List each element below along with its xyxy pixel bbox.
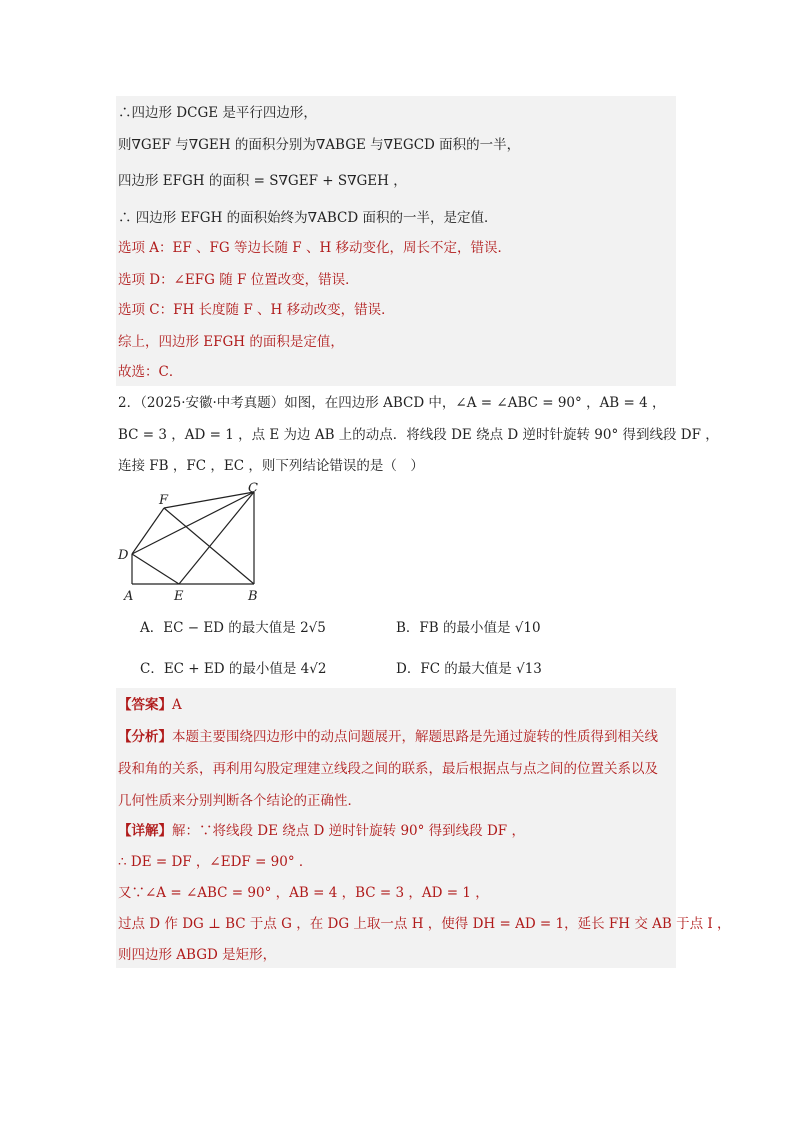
answer-value: A bbox=[172, 697, 182, 713]
segment-FC bbox=[164, 492, 254, 508]
detail-line: 则四边形 ABGD 是矩形， bbox=[118, 947, 277, 963]
question-line: 连接 FB ，FC ，EC ，则下列结论错误的是（ ） bbox=[118, 458, 424, 474]
point-label-C: C bbox=[248, 481, 258, 496]
analysis-line: 几何性质来分别判断各个结论的正确性． bbox=[118, 793, 361, 809]
solution-line: 选项 A：EF 、FG 等边长随 F 、H 移动变化，周长不定，错误． bbox=[118, 240, 512, 256]
geometry-figure bbox=[112, 478, 282, 606]
question-line: 2．（2025·安徽·中考真题）如图，在四边形 ABCD 中，∠A = ∠ABC = 90° ，AB = 4 ， bbox=[118, 395, 666, 411]
point-label-B: B bbox=[248, 589, 258, 604]
segment-DE bbox=[132, 554, 179, 584]
solution-line: 则∇GEF 与∇GEH 的面积分别为∇ABGE 与∇EGCD 面积的一半， bbox=[118, 137, 521, 153]
analysis-line bbox=[118, 726, 658, 748]
detail-text: 解：∵将线段 DE 绕点 D 逆时针旋转 90° 得到线段 DF ， bbox=[172, 823, 525, 839]
segment-FB bbox=[164, 508, 254, 584]
solution-line: ∴四边形 DCGE 是平行四边形， bbox=[118, 105, 317, 121]
analysis-tag: 【分析】 bbox=[118, 729, 172, 745]
analysis-line: 段和角的关系，再利用勾股定理建立线段之间的联系，最后根据点与点之间的位置关系以及 bbox=[118, 761, 658, 777]
point-label-E: E bbox=[174, 589, 184, 604]
question-line: BC = 3 ，AD = 1 ，点 E 为边 AB 上的动点．将线段 DE 绕点 D 逆时针旋转 90° 得到线段 DF ， bbox=[118, 427, 719, 443]
detail-tag: 【详解】 bbox=[118, 823, 172, 839]
option-a: A．EC − ED 的最大值是 2√5 bbox=[140, 620, 326, 636]
detail-line: 又∵∠A = ∠ABC = 90° ，AB = 4 ，BC = 3 ，AD = 1 ， bbox=[118, 885, 489, 901]
segment-DC bbox=[132, 492, 254, 554]
solution-line: 四边形 EFGH 的面积 = S∇GEF + S∇GEH ， bbox=[118, 173, 407, 189]
solution-line: 选项 D：∠EFG 随 F 位置改变，错误． bbox=[118, 272, 359, 288]
detail-line: ∴ DE = DF ，∠EDF = 90° ． bbox=[118, 854, 313, 870]
solution-line: 综上，四边形 EFGH 的面积是定值， bbox=[118, 334, 344, 350]
answer-line bbox=[118, 694, 182, 716]
answer-tag: 【答案】 bbox=[118, 697, 172, 713]
point-label-A: A bbox=[124, 589, 134, 604]
segment-DF bbox=[132, 508, 164, 554]
solution-line: 故选：C． bbox=[118, 364, 183, 380]
option-d: D．FC 的最大值是 √13 bbox=[396, 661, 542, 677]
point-label-F: F bbox=[159, 493, 169, 508]
detail-line: 过点 D 作 DG ⊥ BC 于点 G ，在 DG 上取一点 H ，使得 DH = AD = 1，延长 FH 交 AB 于点 I ， bbox=[118, 916, 731, 932]
detail-line bbox=[118, 820, 525, 842]
analysis-text: 本题主要围绕四边形中的动点问题展开，解题思路是先通过旋转的性质得到相关线 bbox=[172, 729, 658, 745]
solution-line: ∴ 四边形 EFGH 的面积始终为∇ABCD 面积的一半，是定值． bbox=[118, 210, 498, 226]
point-label-D: D bbox=[118, 548, 129, 563]
option-b: B．FB 的最小值是 √10 bbox=[396, 620, 541, 636]
solution-line: 选项 C：FH 长度随 F 、H 移动改变，错误． bbox=[118, 302, 395, 318]
segment-EC bbox=[179, 492, 254, 584]
option-c: C．EC + ED 的最小值是 4√2 bbox=[140, 661, 327, 677]
